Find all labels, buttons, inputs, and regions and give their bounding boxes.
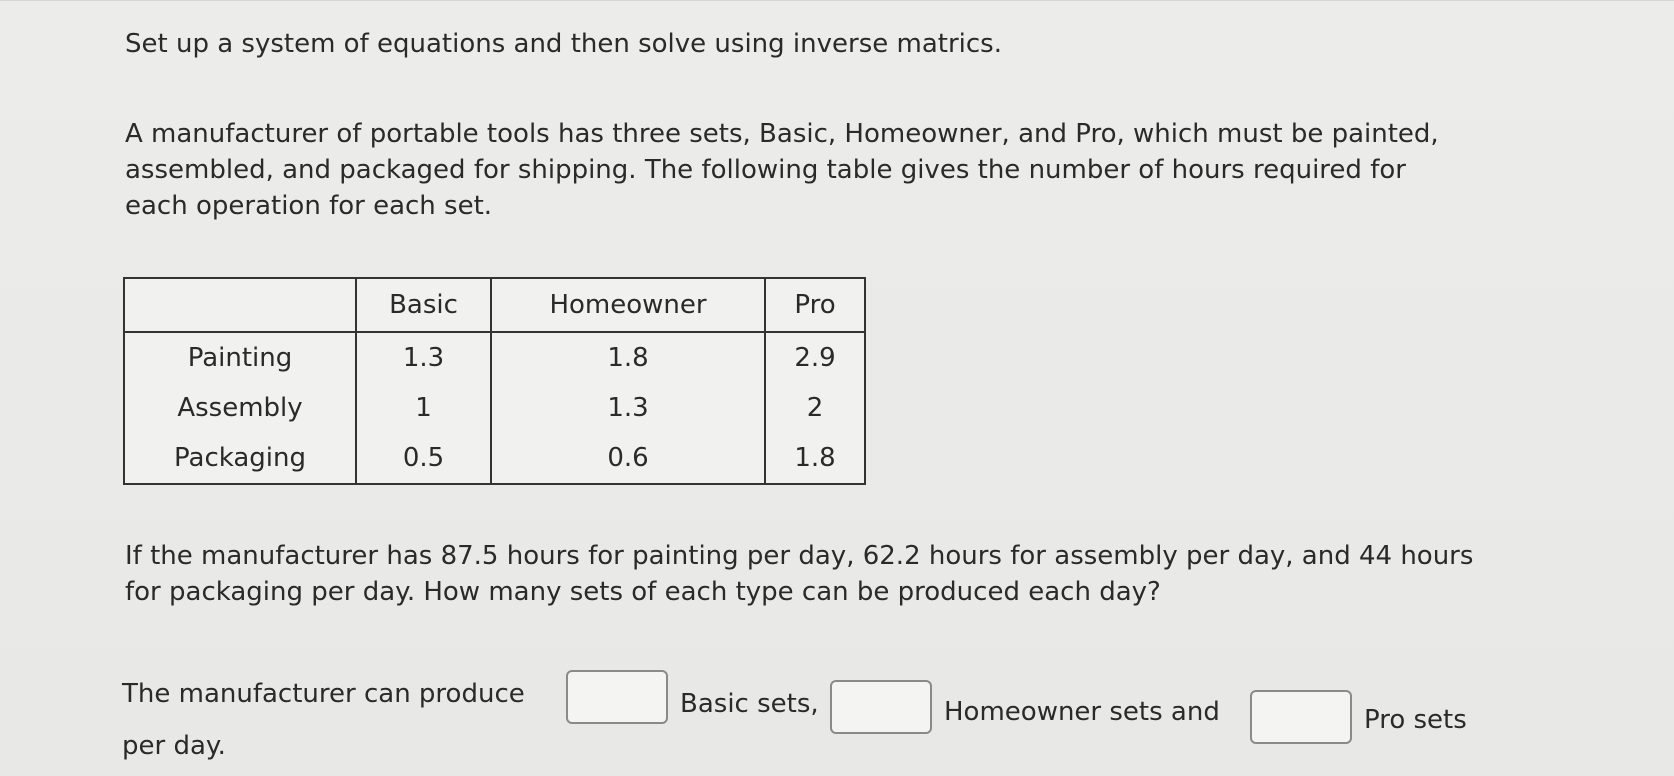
pro-sets-input[interactable] [1250, 690, 1352, 744]
table-header-cell [124, 278, 356, 332]
table-cell: 1.3 [491, 383, 765, 433]
basic-sets-label: Basic sets, [680, 689, 819, 719]
table-header-row [124, 278, 865, 332]
table-cell: 1.3 [356, 332, 491, 383]
basic-sets-input[interactable] [566, 670, 668, 724]
table-cell: 2.9 [765, 332, 865, 383]
homeowner-sets-input[interactable] [830, 680, 932, 734]
answer-prefix: The manufacturer can produce [122, 679, 525, 709]
question-text: If the manufacturer has 87.5 hours for painting per day, 62.2 hours for assembly per day, and 44 hours for packaging per day. How many sets of each type can be produced each day? [125, 541, 1474, 607]
row-label: Packaging [124, 433, 356, 484]
table-cell: 1 [356, 383, 491, 433]
row-label: Painting [124, 332, 356, 383]
hours-table [123, 277, 866, 485]
top-divider [0, 0, 1674, 1]
table-cell: 0.6 [491, 433, 765, 484]
table-cell: 0.5 [356, 433, 491, 484]
problem-text: A manufacturer of portable tools has three sets, Basic, Homeowner, and Pro, which must be painted, assembled, and packaged for shipping. The following table gives the number of hours required for each operation for each set. [125, 119, 1439, 221]
pro-sets-label: Pro sets [1364, 705, 1467, 735]
table-row [124, 383, 865, 433]
homeowner-sets-label: Homeowner sets and [944, 697, 1220, 727]
table-header-cell: Pro [765, 278, 865, 332]
table-header-cell: Basic [356, 278, 491, 332]
table-row [124, 332, 865, 383]
table-row [124, 433, 865, 484]
table-cell: 1.8 [765, 433, 865, 484]
table-cell: 2 [765, 383, 865, 433]
instruction-text: Set up a system of equations and then solve using inverse matrics. [125, 29, 1002, 59]
table-cell: 1.8 [491, 332, 765, 383]
table-header-cell: Homeowner [491, 278, 765, 332]
row-label: Assembly [124, 383, 356, 433]
answer-suffix: per day. [122, 731, 226, 761]
